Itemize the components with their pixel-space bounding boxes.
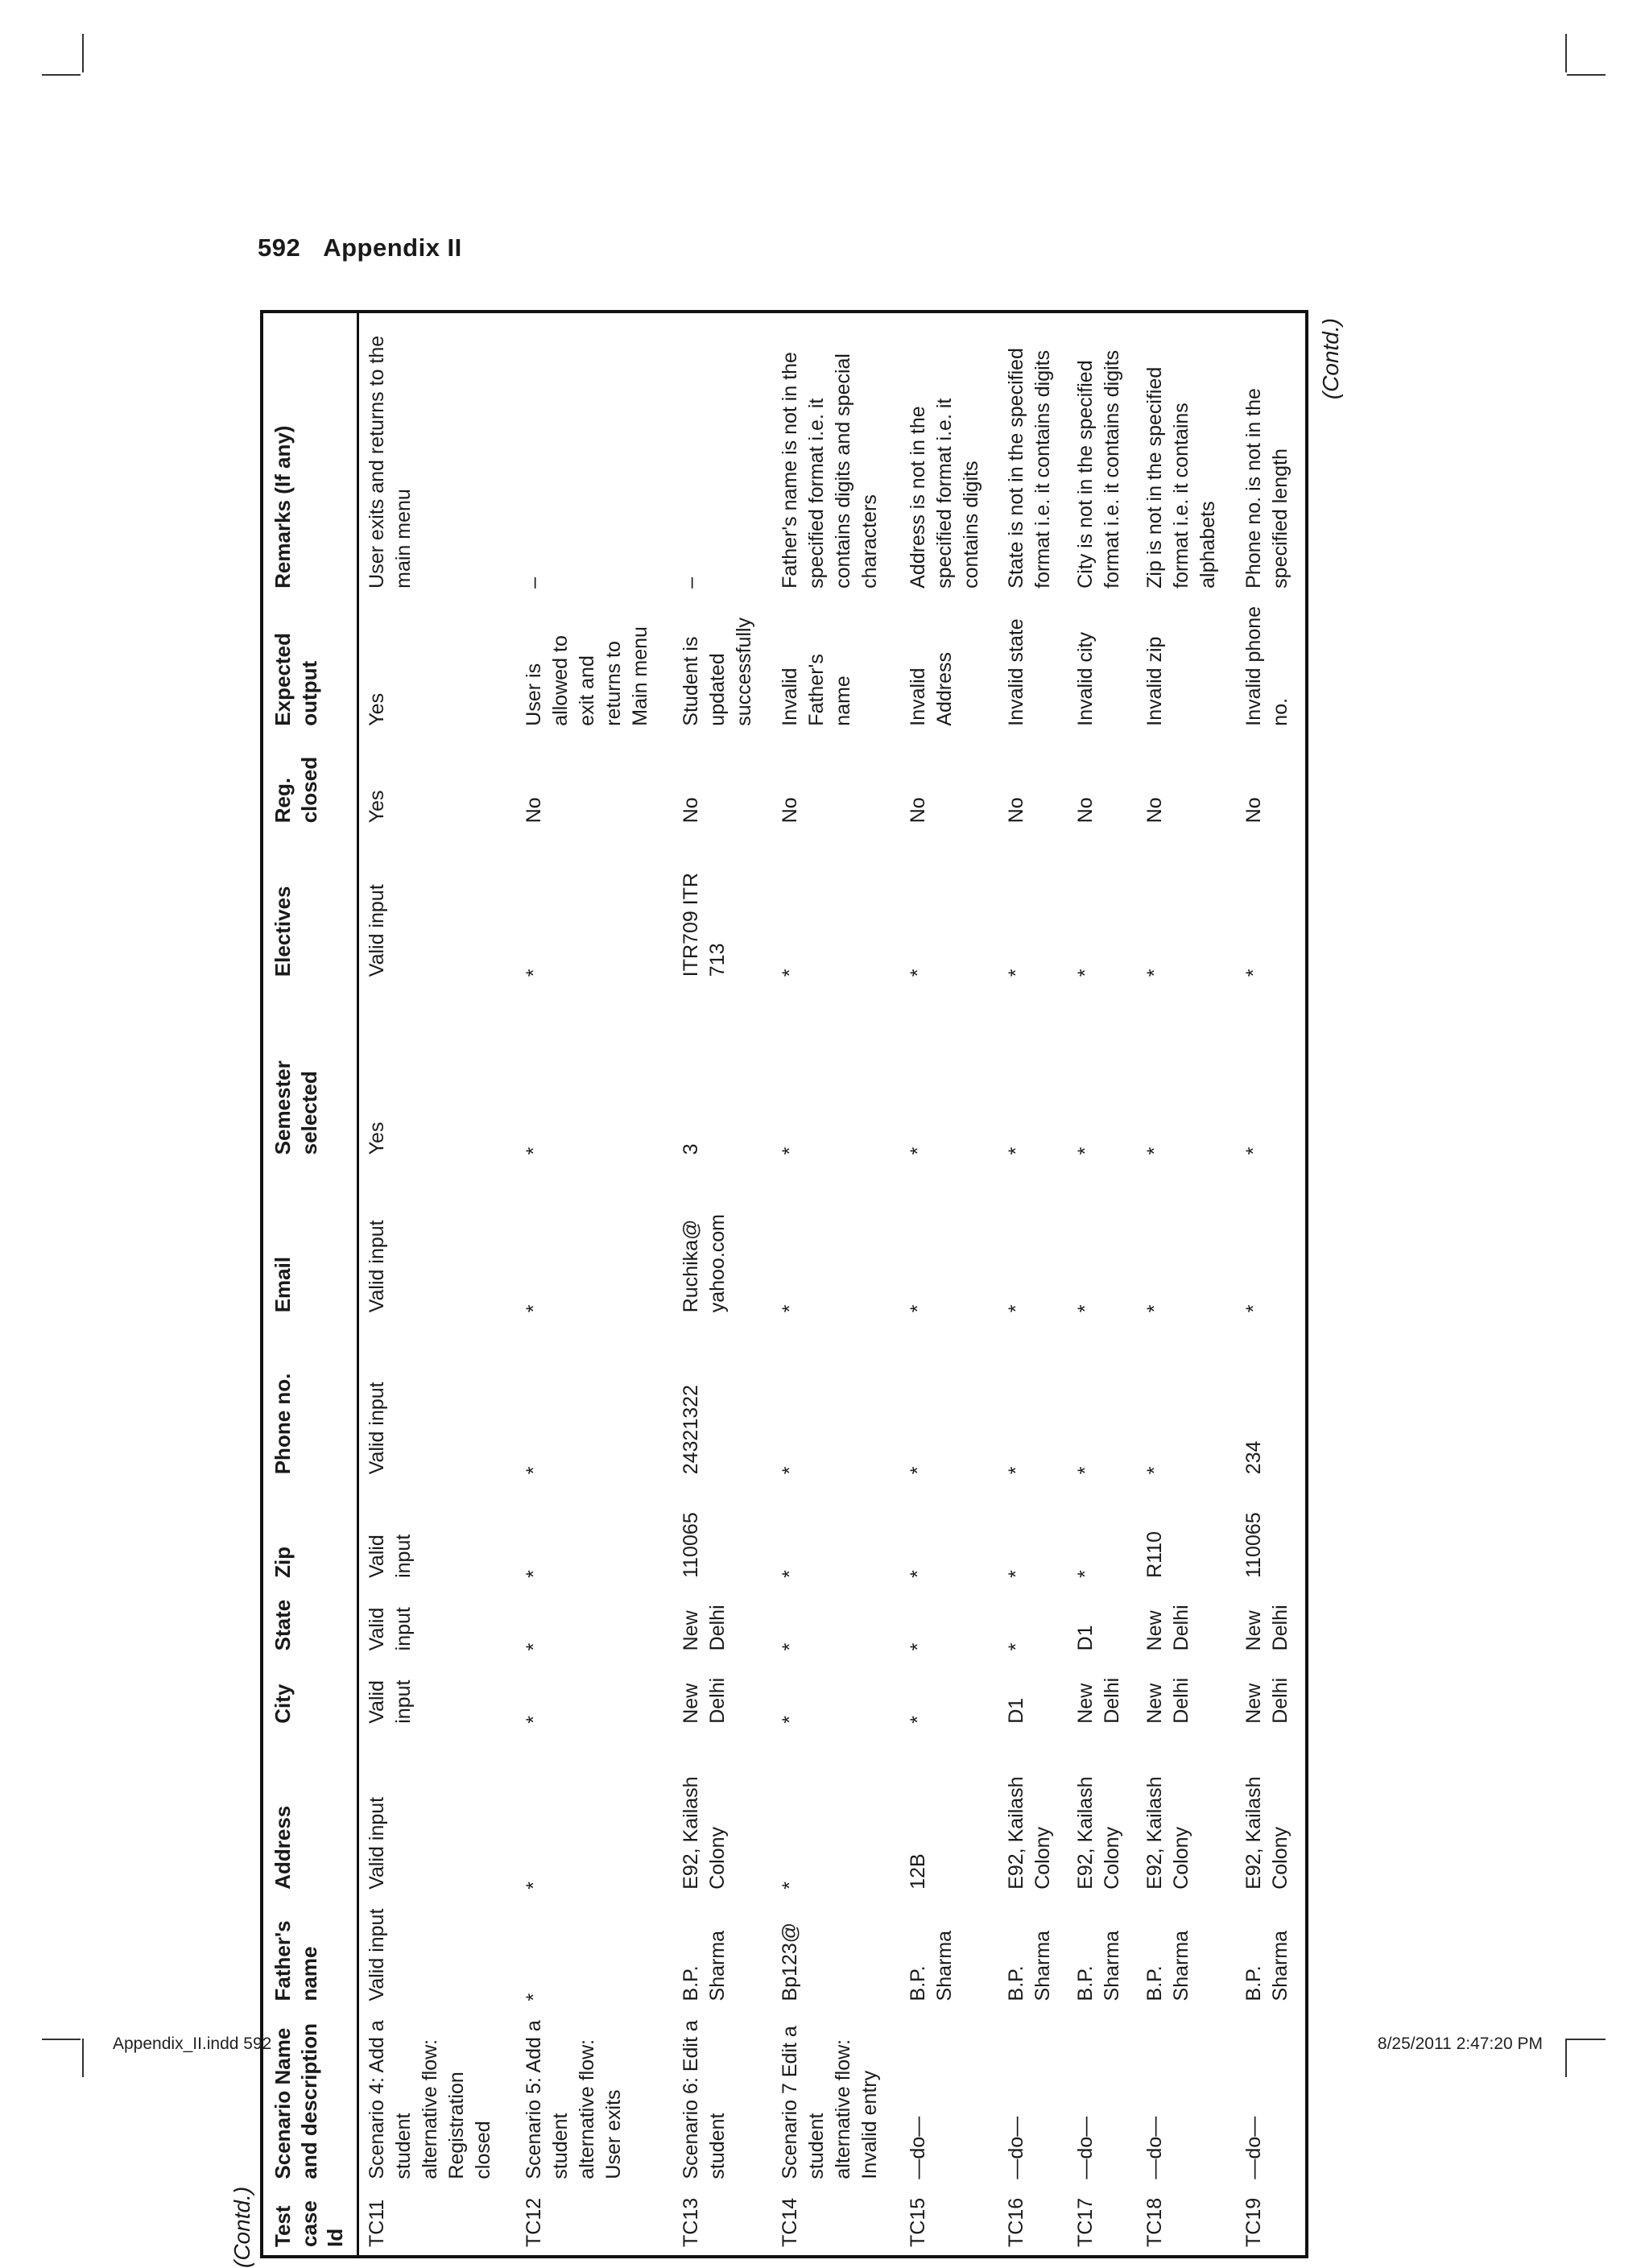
table-row — [998, 312, 1068, 2257]
crop-mark — [42, 2039, 81, 2040]
cell-city: New Delhi — [680, 1677, 729, 1724]
cell-electives: * — [1143, 969, 1167, 977]
cell-city: New Delhi — [1143, 1677, 1193, 1724]
cell-email: * — [906, 1304, 929, 1313]
crop-mark — [1565, 34, 1567, 72]
col-header-semester: Semester selected — [262, 985, 357, 1163]
cell-state: New Delhi — [1143, 1605, 1193, 1651]
cell-semester: * — [778, 1146, 801, 1155]
page-header — [258, 233, 478, 262]
cell-father: B.P. Sharma — [1242, 1930, 1292, 2002]
cell-city: * — [522, 1716, 545, 1724]
cell-email: * — [1074, 1304, 1097, 1313]
cell-state: D1 — [1074, 1625, 1097, 1651]
cell-email: Valid input — [365, 1220, 388, 1313]
col-header-phone: Phone no. — [262, 1320, 357, 1482]
cell-reg: No — [1143, 797, 1167, 824]
cell-electives: Valid input — [365, 884, 388, 977]
cell-remarks: Zip is not in the specified format i.e. it contains alphabets — [1143, 366, 1220, 589]
table-row — [772, 312, 900, 2257]
cell-email: * — [1242, 1304, 1265, 1313]
table-row — [1236, 312, 1307, 2257]
cell-electives: * — [778, 969, 801, 977]
cell-scenario: —do— — [1143, 2116, 1167, 2179]
cell-semester: * — [522, 1146, 545, 1155]
col-header-zip: Zip — [262, 1482, 357, 1586]
crop-mark — [1567, 74, 1606, 76]
cell-email: * — [1143, 1304, 1167, 1313]
cell-zip: * — [522, 1570, 545, 1578]
cell-address: E92, Kailash Colony — [1242, 1776, 1292, 1890]
cell-email: * — [522, 1304, 545, 1313]
cell-address: E92, Kailash Colony — [1005, 1776, 1055, 1890]
cell-father: Valid input — [365, 1908, 388, 2002]
col-header-state: State — [262, 1586, 357, 1659]
cell-electives: * — [1074, 969, 1097, 977]
cell-id: TC14 — [778, 2197, 801, 2247]
cell-electives: * — [1005, 969, 1028, 977]
cell-reg: No — [1074, 797, 1097, 824]
cell-phone: * — [778, 1466, 801, 1475]
cell-phone: * — [906, 1466, 929, 1475]
cell-scenario: —do— — [1242, 2116, 1265, 2179]
cell-semester: * — [1242, 1146, 1265, 1155]
cell-zip: Valid input — [365, 1534, 415, 1578]
cell-state: * — [778, 1642, 801, 1651]
col-header-email: Email — [262, 1163, 357, 1320]
cell-remarks: – — [522, 576, 545, 589]
cell-expected: Invalid city — [1074, 631, 1097, 726]
cell-zip: R110 — [1143, 1531, 1167, 1578]
cell-city: D1 — [1005, 1697, 1028, 1724]
cell-phone: * — [1005, 1466, 1028, 1475]
cell-father: B.P. Sharma — [1005, 1930, 1055, 2002]
cell-address: E92, Kailash Colony — [1074, 1776, 1124, 1890]
crop-mark — [42, 74, 81, 76]
test-case-table — [260, 310, 1308, 2258]
cell-reg: No — [778, 797, 801, 824]
table-body — [357, 312, 1307, 2257]
cell-state: New Delhi — [680, 1605, 729, 1651]
cell-city: New Delhi — [1074, 1677, 1124, 1724]
cell-id: TC12 — [522, 2197, 545, 2247]
cell-address: E92, Kailash Colony — [1143, 1776, 1193, 1890]
cell-address: E92, Kailash Colony — [680, 1776, 729, 1890]
cell-scenario: Scenario 7 Edit a student alternative flow: Invalid entry — [778, 2026, 881, 2179]
cell-address: Valid input — [365, 1796, 388, 1890]
cell-id: TC19 — [1242, 2197, 1265, 2247]
col-header-scenario: Scenario Name and description — [262, 2009, 357, 2187]
cell-city: New Delhi — [1242, 1677, 1292, 1724]
cell-phone: Valid input — [365, 1382, 388, 1475]
cell-id: TC15 — [906, 2197, 929, 2247]
cell-father: Bp123@ — [778, 1922, 801, 2002]
cell-zip: * — [778, 1570, 801, 1578]
cell-state: New Delhi — [1242, 1605, 1292, 1651]
cell-expected: User is allowed to exit and returns to Main menu — [522, 626, 651, 726]
cell-expected: Student is updated successfully — [680, 617, 756, 726]
cell-email: * — [1005, 1304, 1028, 1313]
cell-expected: Invalid Father's name — [778, 654, 854, 726]
table-row — [673, 312, 771, 2257]
col-header-electives: Electives — [262, 831, 357, 985]
cell-remarks: State is not in the specified format i.e. it contains digits — [1005, 348, 1055, 589]
cell-scenario: —do— — [906, 2116, 929, 2179]
cell-phone: * — [1074, 1466, 1097, 1475]
cell-expected: Invalid Address — [906, 651, 956, 726]
col-header-address: Address — [262, 1732, 357, 1898]
cell-scenario: Scenario 4: Add a student alternative flow: Registration closed — [365, 2020, 494, 2179]
cell-state: * — [1005, 1642, 1028, 1651]
cell-zip: * — [906, 1570, 929, 1578]
cell-semester: * — [906, 1146, 929, 1155]
cell-expected: Yes — [365, 692, 388, 726]
crop-mark — [1567, 2039, 1606, 2040]
table-row — [516, 312, 673, 2257]
cell-father: B.P. Sharma — [1143, 1930, 1193, 2002]
cell-zip: * — [1074, 1570, 1097, 1578]
slug-file-info: Appendix_II.indd 592 — [113, 2035, 272, 2053]
cell-reg: No — [680, 797, 703, 824]
table-row — [900, 312, 998, 2257]
cell-city: * — [778, 1716, 801, 1724]
table-header-row — [262, 312, 357, 2257]
cell-reg: No — [1242, 797, 1265, 824]
section-title: Appendix II — [323, 233, 462, 262]
col-header-reg: Reg. closed — [262, 734, 357, 832]
cell-semester: 3 — [680, 1143, 703, 1155]
cell-state: * — [522, 1642, 545, 1651]
cell-reg: No — [906, 797, 929, 824]
cell-father: B.P. Sharma — [680, 1930, 729, 2002]
cell-father: B.P. Sharma — [906, 1930, 956, 2002]
contd-label-bottom: (Contd.) — [1318, 318, 1343, 400]
cell-phone: * — [1143, 1466, 1167, 1475]
crop-mark — [82, 34, 84, 72]
col-header-city: City — [262, 1659, 357, 1731]
cell-reg: No — [522, 797, 545, 824]
col-header-expected: Expected output — [262, 597, 357, 734]
cell-electives: ITR709 ITR 713 — [680, 873, 729, 977]
cell-email: * — [778, 1304, 801, 1313]
cell-phone: 234 — [1242, 1440, 1265, 1475]
cell-reg: Yes — [365, 790, 388, 824]
cell-electives: * — [906, 969, 929, 977]
cell-remarks: Address is not in the specified format i.e. it contains digits — [906, 398, 982, 589]
cell-semester: * — [1074, 1146, 1097, 1155]
cell-remarks: Father's name is not in the specified format i.e. it contains digits and special characters — [778, 352, 881, 589]
cell-expected: Invalid zip — [1143, 636, 1167, 726]
cell-address: * — [778, 1882, 801, 1890]
cell-electives: * — [1242, 969, 1265, 977]
cell-zip: 110065 — [680, 1512, 703, 1578]
cell-remarks: – — [680, 576, 703, 589]
cell-address: 12B — [906, 1853, 929, 1890]
table-row — [357, 312, 516, 2257]
cell-address: * — [522, 1882, 545, 1890]
cell-scenario: —do— — [1005, 2116, 1028, 2179]
cell-state: * — [906, 1642, 929, 1651]
contd-label-top: (Contd.) — [229, 2186, 254, 2268]
cell-id: TC13 — [680, 2197, 703, 2247]
cell-id: TC17 — [1074, 2197, 1097, 2247]
page-number: 592 — [258, 233, 301, 262]
slug-timestamp: 8/25/2011 2:47:20 PM — [1377, 2035, 1543, 2053]
cell-zip: 110065 — [1242, 1512, 1265, 1578]
cell-scenario: —do— — [1074, 2116, 1097, 2179]
col-header-remarks: Remarks (If any) — [262, 312, 357, 597]
cell-id: TC18 — [1143, 2197, 1167, 2247]
cell-semester: Yes — [365, 1122, 388, 1155]
cell-expected: Invalid state — [1005, 618, 1028, 726]
cell-id: TC11 — [365, 2199, 388, 2247]
cell-father: * — [522, 1993, 545, 2002]
cell-remarks: Phone no. is not in the specified length — [1242, 388, 1292, 589]
cell-father: B.P. Sharma — [1074, 1930, 1124, 2002]
cell-zip: * — [1005, 1570, 1028, 1578]
cell-remarks: City is not in the specified format i.e. it contains digits — [1074, 349, 1124, 589]
cell-city: * — [906, 1716, 929, 1724]
col-header-father: Father's name — [262, 1898, 357, 2010]
cell-semester: * — [1143, 1146, 1167, 1155]
crop-mark — [82, 2039, 84, 2077]
table-row — [1068, 312, 1137, 2257]
cell-expected: Invalid phone no. — [1242, 605, 1292, 726]
cell-id: TC16 — [1005, 2197, 1028, 2247]
cell-scenario: Scenario 5: Add a student alternative flow: User exits — [522, 2020, 625, 2179]
cell-scenario: Scenario 6: Edit a student — [680, 2020, 729, 2179]
cell-electives: * — [522, 969, 545, 977]
crop-mark — [1565, 2039, 1567, 2077]
rotated-table-container — [229, 310, 1343, 2268]
table-row — [1137, 312, 1235, 2257]
col-header-id: Test case Id — [262, 2187, 357, 2257]
cell-reg: No — [1005, 797, 1028, 824]
table-region — [229, 310, 1343, 2268]
cell-phone: 24321322 — [680, 1385, 703, 1475]
cell-phone: * — [522, 1466, 545, 1475]
cell-state: Valid input — [365, 1607, 415, 1651]
cell-city: Valid input — [365, 1679, 415, 1724]
cell-semester: * — [1005, 1146, 1028, 1155]
cell-remarks: User exits and returns to the main menu — [365, 335, 415, 589]
cell-email: Ruchika@ yahoo.com — [680, 1214, 729, 1313]
